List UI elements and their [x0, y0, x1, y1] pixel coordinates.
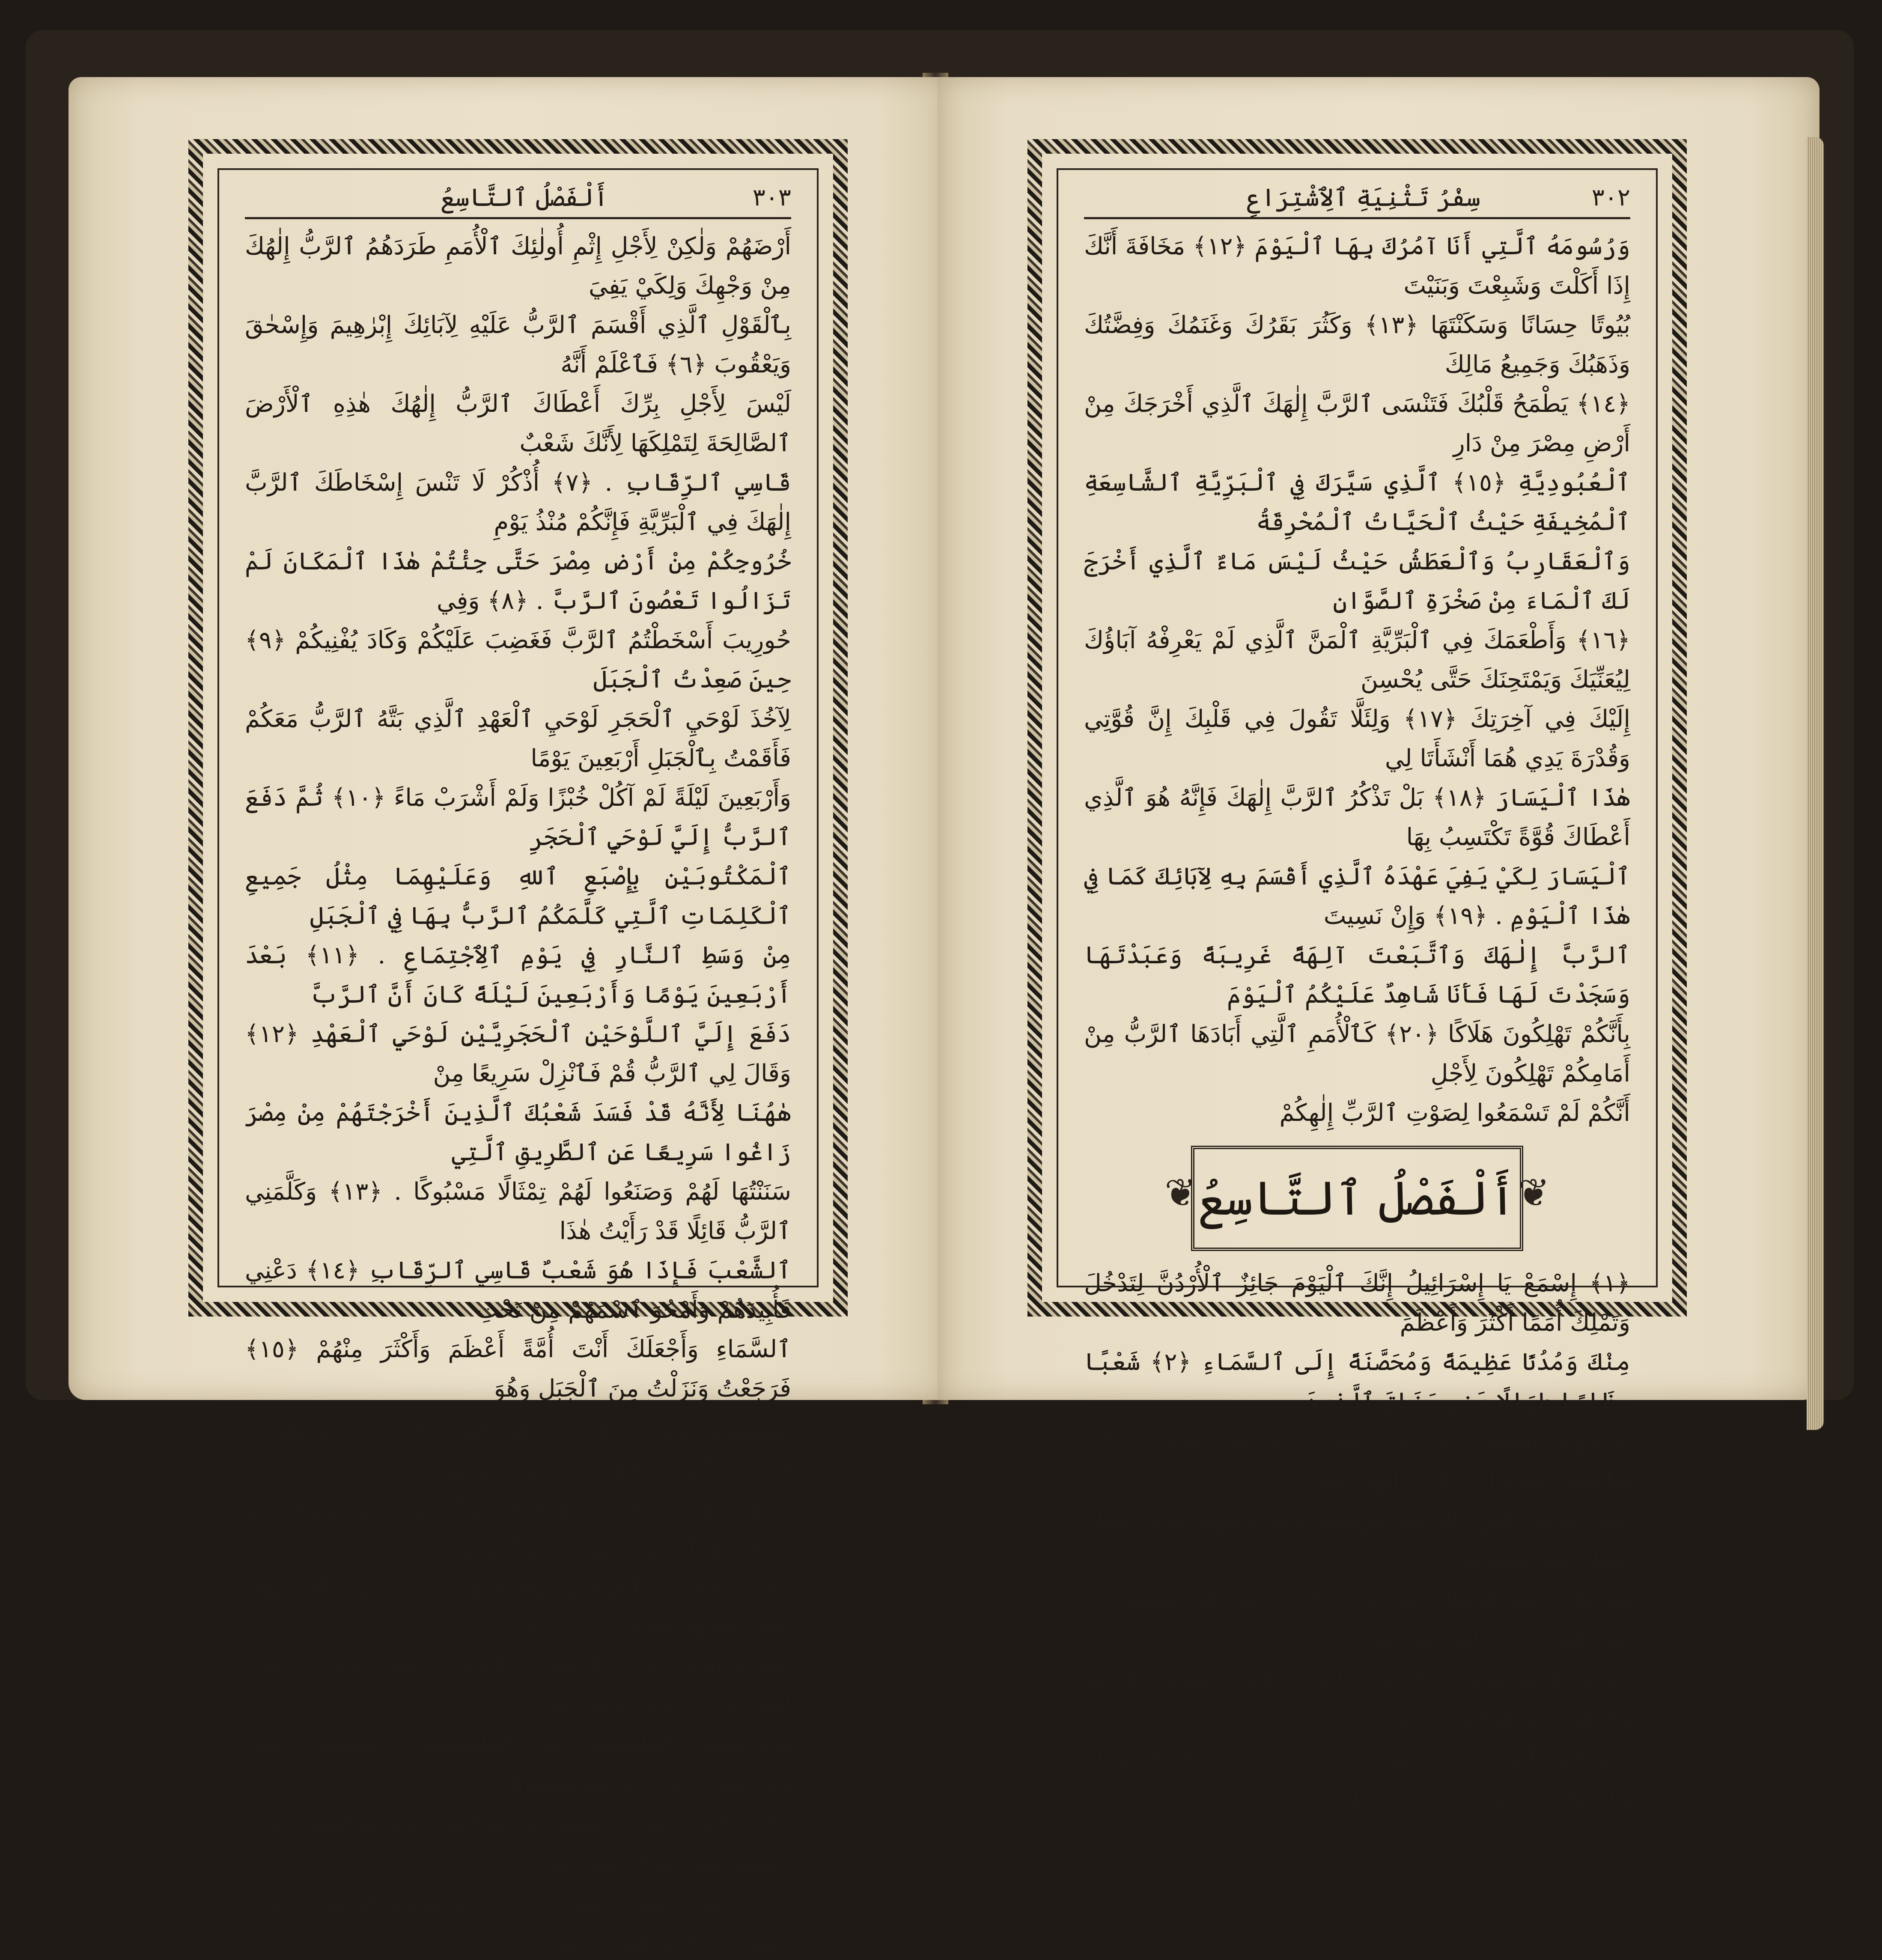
- open-book: [26, 30, 1854, 1954]
- text-line: ٱلسَّمَاءِ وَأَجْعَلَكَ أَنْتَ أُمَّةً أَعْظَمَ وَأَكْثَرَ مِنْهُمْ ﴿١٥﴾ فَرَجَعْتُ وَنَزَلْتُ مِنَ ٱلْجَبَلِ وَهُوَ: [245, 1335, 791, 1403]
- body-text: [1084, 227, 1630, 1133]
- ornamental-border: [188, 139, 848, 1954]
- text-line: يَعْبُرُ أَمَامَكَ كَنَارٍ آكِلَةٍ هُوَ يَقْرِضُهُمْ وَهُوَ يُذَلِّلُهُمْ أَمَامَ وَجْهِكَ فَتَطْرُدُهُمْ وَتُبِيدُهُمْ: [1084, 1506, 1630, 1573]
- text-line: وَأَرْبَعِينَ لَيْلَةً لَمْ آكُلْ خُبْزًا وَلَمْ أَشْرَبْ مَاءً ﴿١٠﴾ ثُمَّ دَفَعَ ٱلرَّبُّ إِلَيَّ لَوْحَيِ ٱلْحَجَرِ: [245, 784, 791, 851]
- text-line: ﴿١٩﴾ لِأَنِّي خِفْتُ ٱلْغَضَبَ وَٱلسُّخْطَ ٱلَّذِي سَخِطَهُ ٱلرَّبُّ عَلَيْكُمْ لِيُبِيدَكُمْ فَٱسْتَجَابَنِي: [245, 1808, 791, 1875]
- running-title: أَلْفَصْلُ ٱلتَّاسِعُ: [440, 183, 609, 212]
- page-edges: [1807, 137, 1824, 1430]
- left-page: [68, 77, 950, 1954]
- text-line: ٱلرَّبَّ إِلٰهَكَ وَٱتَّبَعْتَ آلِهَةً غَرِيبَةً وَعَبَدْتَهَا وَسَجَدْتَ لَهَا فَأَنَا شَاهِدٌ عَلَيْكُمُ ٱلْيَوْمَ: [1084, 941, 1630, 1009]
- text-line: هٰذَا ٱلْيَسَارَ ﴿١٨﴾ بَلْ تَذْكُرُ ٱلرَّبَّ إِلٰهَكَ فَإِنَّهُ هُوَ ٱلَّذِي أَعْطَاكَ قُوَّةً تَكْتَسِبُ بِهَا: [1084, 784, 1631, 851]
- text-line: ﴿١٤﴾ يَطْمَحُ قَلْبُكَ فَتَنْسَى ٱلرَّبَّ إِلٰهَكَ ٱلَّذِي أَخْرَجَكَ مِنْ أَرْضِ مِصْرَ مِنْ دَارِ: [1084, 390, 1630, 457]
- text-line: مُضْطَرِمٌ بِٱلنَّارِ وَلَوْحَا ٱلْعَهْدِ فِي يَدَيَّ ﴿١٦﴾ وَنَظَرْتُ فَإِذَا بِكُمْ قَدْ خَطِئْتُمْ إِلَى ٱلرَّبِّ: [245, 1414, 791, 1481]
- text-line: ٱلرَّبُّ هٰذِهِ ٱلْمَرَّةَ أَيْضًا . ﴿٢٠﴾ وَأَمَّا هٰرُونُ فَغَضِبَ ٱلرَّبُّ عَلَيْهِ جِدًّا حَتَّى هَمَّ أَنْ يُبِيدَهُ: [245, 1887, 791, 1954]
- text-line: أَرْضَهُمْ وَلٰكِنْ لِأَجْلِ إِثْمِ أُولٰئِكَ ٱلْأُمَمِ طَرَدَهُمُ ٱلرَّبُّ إِلٰهُكَ مِنْ وَجْهِكَ وَلِكَيْ يَفِيَ: [245, 232, 791, 300]
- text-line: ﴿١﴾ إِسْمَعْ يَا إِسْرَائِيلُ إِنَّكَ ٱلْيَوْمَ جَائِزٌ ٱلْأُرْدُنَّ لِتَدْخُلَ وَتَمْلِكَ أُمَمًا أَكْثَرَ وَأَعْظَمَ: [1084, 1269, 1630, 1337]
- page-number: ٣٠٢: [1591, 183, 1630, 211]
- text-line: بِأَنَّكُمْ تَهْلِكُونَ هَلَاكًا ﴿٢٠﴾ كَٱلْأُمَمِ ٱلَّتِي أَبَادَهَا ٱلرَّبُّ مِنْ أَمَامِكُمْ تَهْلِكُونَ لِأَجْلِ: [1084, 1020, 1631, 1087]
- right-page-text-area: [1057, 168, 1658, 1809]
- body-text: [1084, 1264, 1630, 1815]
- running-header: [245, 183, 791, 219]
- running-title: سِفْرُ تَثْنِيَةِ ٱلِٱشْتِرَاعِ: [1246, 183, 1481, 212]
- text-line: بُيُوتًا حِسَانًا وَسَكَنْتَهَا ﴿١٣﴾ وَكَثُرَ بَقَرُكَ وَغَنَمُكَ وَفِضَّتُكَ وَذَهَبُكَ وَجَمِيعُ مَالِكَ: [1084, 311, 1631, 378]
- text-line: لِآخُذَ لَوْحَيِ ٱلْحَجَرِ لَوْحَيِ ٱلْعَهْدِ ٱلَّذِي بَتَّهُ ٱلرَّبُّ مَعَكُمْ فَأَقَمْتُ بِٱلْجَبَلِ أَرْبَعِينَ يَوْمًا: [245, 705, 791, 772]
- text-line: إِلٰهِكُمْ وَصَنَعْتُمْ لَكُمْ عِجْلًا مَسْبُوكًا وَزِغْتُمْ سَرِيعًا عَنِ ٱلطَّرِيقِ ٱلَّتِي سَنَّهَا لَكُمُ ٱلرَّبُّ .: [245, 1493, 791, 1560]
- text-line: مَاءً بِسَبَبِ خَطِيئَتِكُمُ ٱلَّتِي خَطِئْتُمُوهَا إِذْ صَنَعْتُمُ ٱلشَّرَّ فِي عَيْنَيِ ٱلرَّبِّ وَأَسْخَطْتُمُوهُ: [245, 1729, 791, 1796]
- text-line: دَفَعَ إِلَيَّ ٱللَّوْحَيْنِ ٱلْحَجَرِيَّيْنِ لَوْحَيِ ٱلْعَهْدِ ﴿١٢﴾ وَقَالَ لِي ٱلرَّبُّ قُمْ فَٱنْزِلْ سَرِيعًا مِنْ: [245, 1020, 791, 1087]
- text-line: خُرُوجِكُمْ مِنْ أَرْضِ مِصْرَ حَتَّى جِئْتُمْ هٰذَا ٱلْمَكَانَ لَمْ تَزَالُوا تَعْصُونَ ٱلرَّبَّ . ﴿٨﴾ وَفِي: [245, 548, 791, 615]
- text-line: جَثَوْتُ أَمَامَ ٱلرَّبِّ كَٱلْمَرَّةِ ٱلْأُولَى أَرْبَعِينَ يَوْمًا وَأَرْبَعِينَ لَيْلَةً لَمْ آكُلْ خُبْزًا وَلَمْ أَشْرَبْ: [245, 1650, 791, 1718]
- text-line: يَدَيْكَ لِأَجْلِ بِرِّي أَدْخَلَنِي ٱلرَّبُّ لِأَمْلِكَ هٰذِهِ ٱلْأَرْضَ وَلِأَجْلِ إِثْمِ هٰؤُلَاءِ ٱلْأُمَمِ: [1084, 1663, 1630, 1731]
- text-line: بِٱلْقَوْلِ ٱلَّذِي أَقْسَمَ ٱلرَّبُّ عَلَيْهِ لِآبَائِكَ إِبْرٰهِيمَ وَإِسْحٰقَ وَيَعْقُوبَ ﴿٦﴾ فَٱعْلَمْ أَنَّهُ: [245, 311, 791, 378]
- ornamental-border: [1027, 139, 1687, 1809]
- text-line: مِنْ وَسَطِ ٱلنَّارِ فِي يَوْمِ ٱلِٱجْتِمَاعِ . ﴿١١﴾ بَعْدَ أَرْبَعِينَ يَوْمًا وَأَرْبَعِينَ لَيْلَةً كَانَ أَنَّ ٱلرَّبَّ: [245, 941, 791, 1009]
- text-line: سَرِيعًا كَمَا كَلَّمَكَ ٱلرَّبُّ . ﴿٤﴾ لَا تَقُلْ فِي نَفْسِكَ إِذَا طَرَدَهُمُ ٱلرَّبُّ إِلٰهُكَ مِنْ بَيْنِ: [1084, 1585, 1630, 1652]
- text-line: ٱلْمَكْتُوبَيْنِ بِإِصْبَعِ ٱللهِ وَعَلَيْهِمَا مِثْلُ جَمِيعِ ٱلْكَلِمَاتِ ٱلَّتِي كَلَّمَكُمُ ٱلرَّبُّ بِهَا فِي ٱلْجَبَلِ: [245, 863, 791, 930]
- right-page: [938, 77, 1819, 1809]
- running-header: [1084, 183, 1630, 219]
- left-page-text-area: [217, 168, 819, 1954]
- text-line: لَيْسَ لِأَجْلِ بِرِّكَ أَعْطَاكَ ٱلرَّبُّ إِلٰهُكَ هٰذِهِ ٱلْأَرْضَ ٱلصَّالِحَةَ لِتَمْلِكَهَا لِأَنَّكَ شَعْبٌ: [245, 390, 791, 457]
- text-line: ﴿١٧﴾ فَأَخَذْتُ ٱللَّوْحَيْنِ وَطَرَحْتُهُمَا مِنْ يَدَيَّ وَكَسَّرْتُهُمَا عَلَى مَشْهَدٍ مِنْكُمْ . ﴿١٨﴾ ثُمَّ: [245, 1572, 791, 1639]
- text-line: مِنْكَ وَمُدُنًا عَظِيمَةً وَمُحَصَّنَةً إِلَى ٱلسَّمَاءِ ﴿٢﴾ شَعْبًا عِظَامًا طِوَالًا بَنِي عَنَاقَ ٱلَّذِينَ: [1084, 1348, 1630, 1415]
- text-line: وَرُسُومَهُ ٱلَّتِي أَنَا آمُرُكَ بِهَا ٱلْيَوْمَ ﴿١٢﴾ مَخَافَةَ أَنَّكَ إِذَا أَكَلْتَ وَشَبِعْتَ وَبَنَيْتَ: [1084, 232, 1630, 300]
- page-number: ٣٠٣: [752, 183, 791, 211]
- text-line: ﴿١٦﴾ وَأَطْعَمَكَ فِي ٱلْبَرِّيَّةِ ٱلْمَنَّ ٱلَّذِي لَمْ يَعْرِفْهُ آبَاؤُكَ لِيُعَنِّيَكَ وَيَمْتَحِنَكَ حَتَّى يُحْسِنَ: [1084, 626, 1630, 694]
- text-line: قَاسِي ٱلرِّقَابِ . ﴿٧﴾ أُذْكُرْ لَا تَنْسَ إِسْخَاطَكَ ٱلرَّبَّ إِلٰهَكَ فِي ٱلْبَرِّيَّةِ فَإِنَّكُمْ مُنْذُ يَوْمِ: [245, 469, 791, 536]
- text-line: سَنَنْتُهَا لَهُمْ وَصَنَعُوا لَهُمْ تِمْثَالًا مَسْبُوكًا . ﴿١٣﴾ وَكَلَّمَنِي ٱلرَّبُّ قَائِلًا قَدْ رَأَيْتُ هٰذَا: [245, 1178, 791, 1245]
- text-line: وَٱلْعَقَارِبُ وَٱلْعَطَشُ حَيْثُ لَيْسَ مَاءٌ ٱلَّذِي أَخْرَجَ لَكَ ٱلْمَاءَ مِنْ صَخْرَةِ ٱلصَّوَّانِ: [1084, 548, 1630, 615]
- text-line: ٱلْعُبُودِيَّةِ ﴿١٥﴾ ٱلَّذِي سَيَّرَكَ فِي ٱلْبَرِّيَّةِ ٱلشَّاسِعَةِ ٱلْمُخِيفَةِ حَيْثُ ٱلْحَيَّاتُ ٱلْمُحْرِقَةُ: [1084, 469, 1630, 536]
- chapter-title: ❦ أَلْفَصْلُ ٱلتَّاسِعُ: [1198, 1171, 1516, 1226]
- text-line: إِلَيْكَ فِي آخِرَتِكَ ﴿١٧﴾ وَلِئَلَّا تَقُولَ فِي قَلْبِكَ إِنَّ قُوَّتِي وَقُدْرَةَ يَدِي هُمَا أَنْشَأَتَا لِي: [1084, 705, 1631, 772]
- chapter-heading-box: [1191, 1146, 1523, 1251]
- text-line: ٱلشَّعْبَ فَإِذَا هُوَ شَعْبٌ قَاسِي ٱلرِّقَابِ ﴿١٤﴾ دَعْنِي فَأُبِيدَهُمْ وَأَمْحُوَ ٱسْمَهُمْ مِنْ تَحْتِ: [245, 1257, 791, 1324]
- text-line: حُورِيبَ أَسْخَطْتُمُ ٱلرَّبَّ فَغَضِبَ عَلَيْكُمْ وَكَادَ يُفْنِيكُمْ ﴿٩﴾ حِينَ صَعِدْتُ ٱلْجَبَلَ: [245, 626, 791, 694]
- text-line: هٰهُنَا لِأَنَّهُ قَدْ فَسَدَ شَعْبُكَ ٱلَّذِينَ أَخْرَجْتَهُمْ مِنْ مِصْرَ زَاغُوا سَرِيعًا عَنِ ٱلطَّرِيقِ ٱلَّتِي: [245, 1099, 791, 1166]
- body-text: [245, 227, 791, 1960]
- text-line: طَرَدَهُمُ ٱلرَّبُّ مِنْ بَيْنِ يَدَيْكَ . ﴿٥﴾ إِنَّهُ لَا بِبِرِّكَ وَٱسْتِقَامَةِ قَلْبِكَ أَنْتَ آتٍ لِتَمْلِكَ: [1084, 1742, 1631, 1809]
- text-line: ٱلْيَسَارَ لِكَيْ يَفِيَ عَهْدَهُ ٱلَّذِي أَقْسَمَ بِهِ لِآبَائِكَ كَمَا فِي هٰذَا ٱلْيَوْمِ . ﴿١٩﴾ وَإِنْ نَسِيتَ: [1084, 863, 1630, 930]
- text-line: أَنَّكُمْ لَمْ تَسْمَعُوا لِصَوْتِ ٱلرَّبِّ إِلٰهِكُمْ: [1279, 1099, 1630, 1127]
- text-line: عَرَفْتَهُمْ وَسَمِعْتَ أَنْ مَنْ يَقِفُ أَمَامَ بَنِي عَنَاقَ . ﴿٣﴾ فَٱعْلَمِ ٱلْيَوْمَ أَنَّ ٱلرَّبَّ إِلٰهَكَ هُوَ: [1084, 1427, 1630, 1494]
